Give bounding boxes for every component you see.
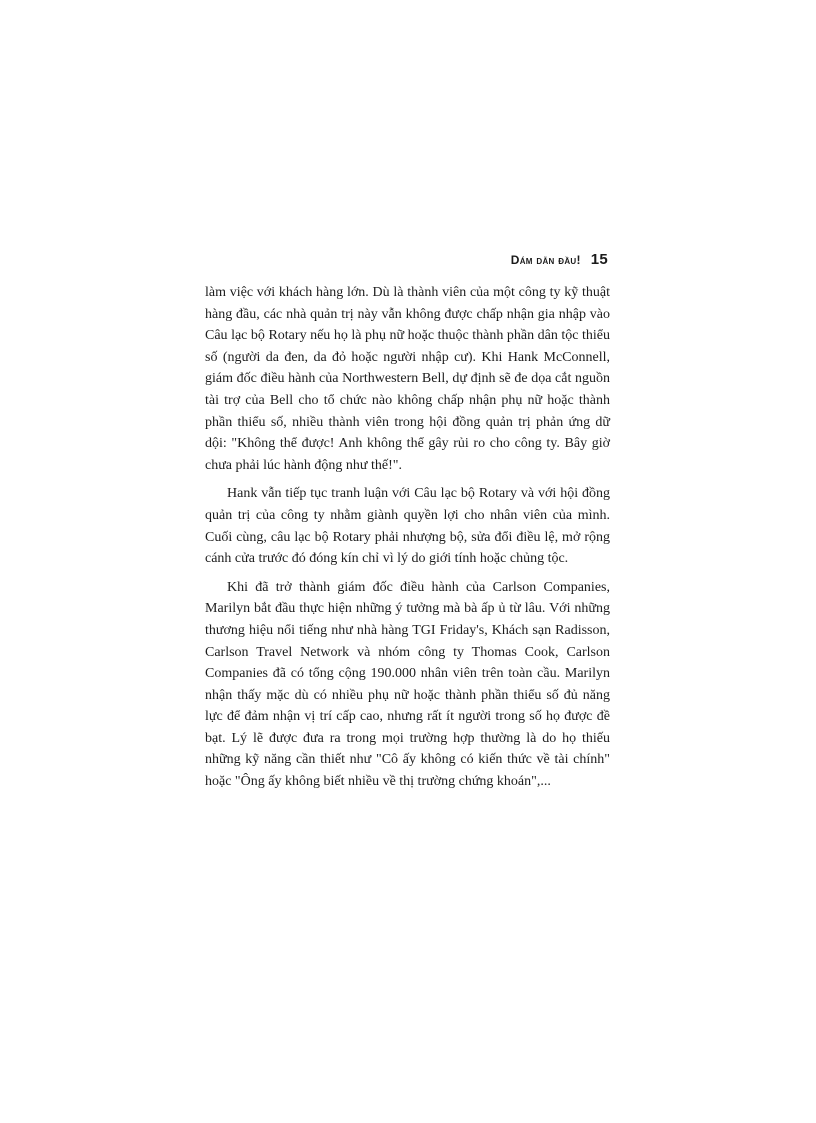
running-header bbox=[511, 251, 608, 268]
body-text bbox=[205, 282, 610, 800]
running-title: Dám dẫn đầu! bbox=[510, 253, 581, 267]
paragraph-2: Hank vẫn tiếp tục tranh luận với Câu lạc bộ Rotary và với hội đồng quản trị của công ty nhằm giành quyền lợi cho nhân viên của mình. Cuối cùng, câu lạc bộ Rotary phải nhượng bộ, sửa đổi điều lệ, mở rộng cánh cửa trước đó đóng kín chỉ vì lý do giới tính hoặc chủng tộc. bbox=[205, 486, 610, 567]
page-number: 15 bbox=[590, 251, 608, 268]
paragraph-3: Khi đã trở thành giám đốc điều hành của Carlson Companies, Marilyn bắt đầu thực hiện những ý tưởng mà bà ấp ủ từ lâu. Với những thương hiệu nổi tiếng như nhà hàng TGI Friday's, Khách sạn Radisson, Carlson Travel Network và nhóm công ty Thomas Cook, Carlson Companies đã có tổng cộng 190.000 nhân viên trên toàn cầu. Marilyn nhận thấy mặc dù có nhiều phụ nữ hoặc thành phần thiểu số đủ năng lực để đảm nhận vị trí cấp cao, nhưng rất ít người trong số họ được đề bạt. Lý lẽ được đưa ra trong mọi trường hợp thường là do họ thiếu những kỹ năng cần thiết như "Cô ấy không có kiến thức về tài chính" hoặc "Ông ấy không biết nhiều về thị trường chứng khoán",... bbox=[205, 579, 610, 790]
paragraph-1: làm việc với khách hàng lớn. Dù là thành viên của một công ty kỹ thuật hàng đầu, các nhà quản trị này vẫn không được chấp nhận gia nhập vào Câu lạc bộ Rotary nếu họ là phụ nữ hoặc thuộc thành phần dân tộc thiểu số (người da đen, da đỏ hoặc người nhập cư). Khi Hank McConnell, giám đốc điều hành của Northwestern Bell, dự định sẽ đe dọa cắt nguồn tài trợ của Bell cho tổ chức nào không chấp nhận phụ nữ hoặc thành phần thiểu số, nhiều thành viên trong hội đồng quản trị phản ứng dữ dội: "Không thể được! Anh không thể gây rủi ro cho công ty. Bây giờ chưa phải lúc hành động như thế!". bbox=[205, 285, 610, 473]
